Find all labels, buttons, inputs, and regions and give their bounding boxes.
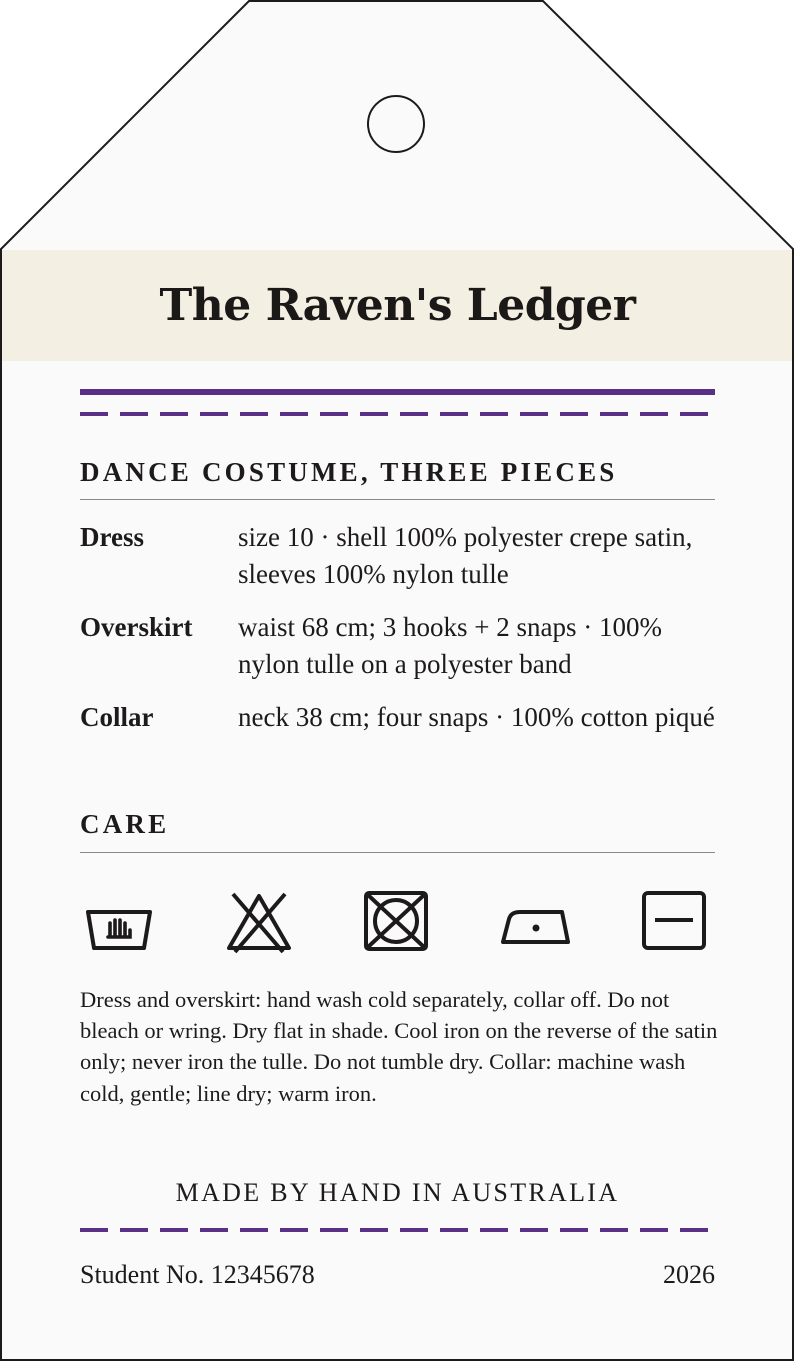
piece-name: Collar bbox=[80, 702, 154, 732]
piece-name: Dress bbox=[80, 522, 144, 552]
tag-title: The Raven's Ledger bbox=[159, 280, 636, 331]
care-instructions: Dress and overskirt: hand wash cold separately, collar off. Do not bleach or wring. Dry flat in shade. Cool iron on the reverse of the satin only; never iron the tulle. Do not tumble dry. Collar: machine wash cold, gentle; line dry; warm iron. bbox=[80, 987, 718, 1106]
piece-description: neck 38 cm; four snaps · 100% cotton piqué bbox=[238, 702, 715, 732]
piece-description: waist 68 cm; 3 hooks + 2 snaps · 100% nylon tulle on a polyester band bbox=[238, 612, 662, 679]
tag-year: 2026 bbox=[663, 1260, 715, 1289]
iron-low-icon bbox=[500, 890, 572, 954]
piece-description: size 10 · shell 100% polyester crepe satin, sleeves 100% nylon tulle bbox=[238, 522, 693, 589]
do-not-tumble-dry-icon bbox=[360, 890, 432, 954]
care-heading-rule bbox=[80, 852, 715, 853]
dry-flat-icon bbox=[638, 890, 710, 954]
care-heading: CARE bbox=[80, 809, 170, 839]
student-number: Student No. 12345678 bbox=[80, 1260, 315, 1289]
garment-heading-rule bbox=[80, 499, 715, 500]
piece-name: Overskirt bbox=[80, 612, 193, 642]
hand-wash-icon bbox=[84, 890, 156, 954]
tag-hole bbox=[368, 96, 424, 152]
made-by-label: MADE BY HAND IN AUSTRALIA bbox=[175, 1178, 620, 1207]
do-not-bleach-icon bbox=[223, 890, 295, 954]
garment-heading: DANCE COSTUME, THREE PIECES bbox=[80, 457, 618, 487]
